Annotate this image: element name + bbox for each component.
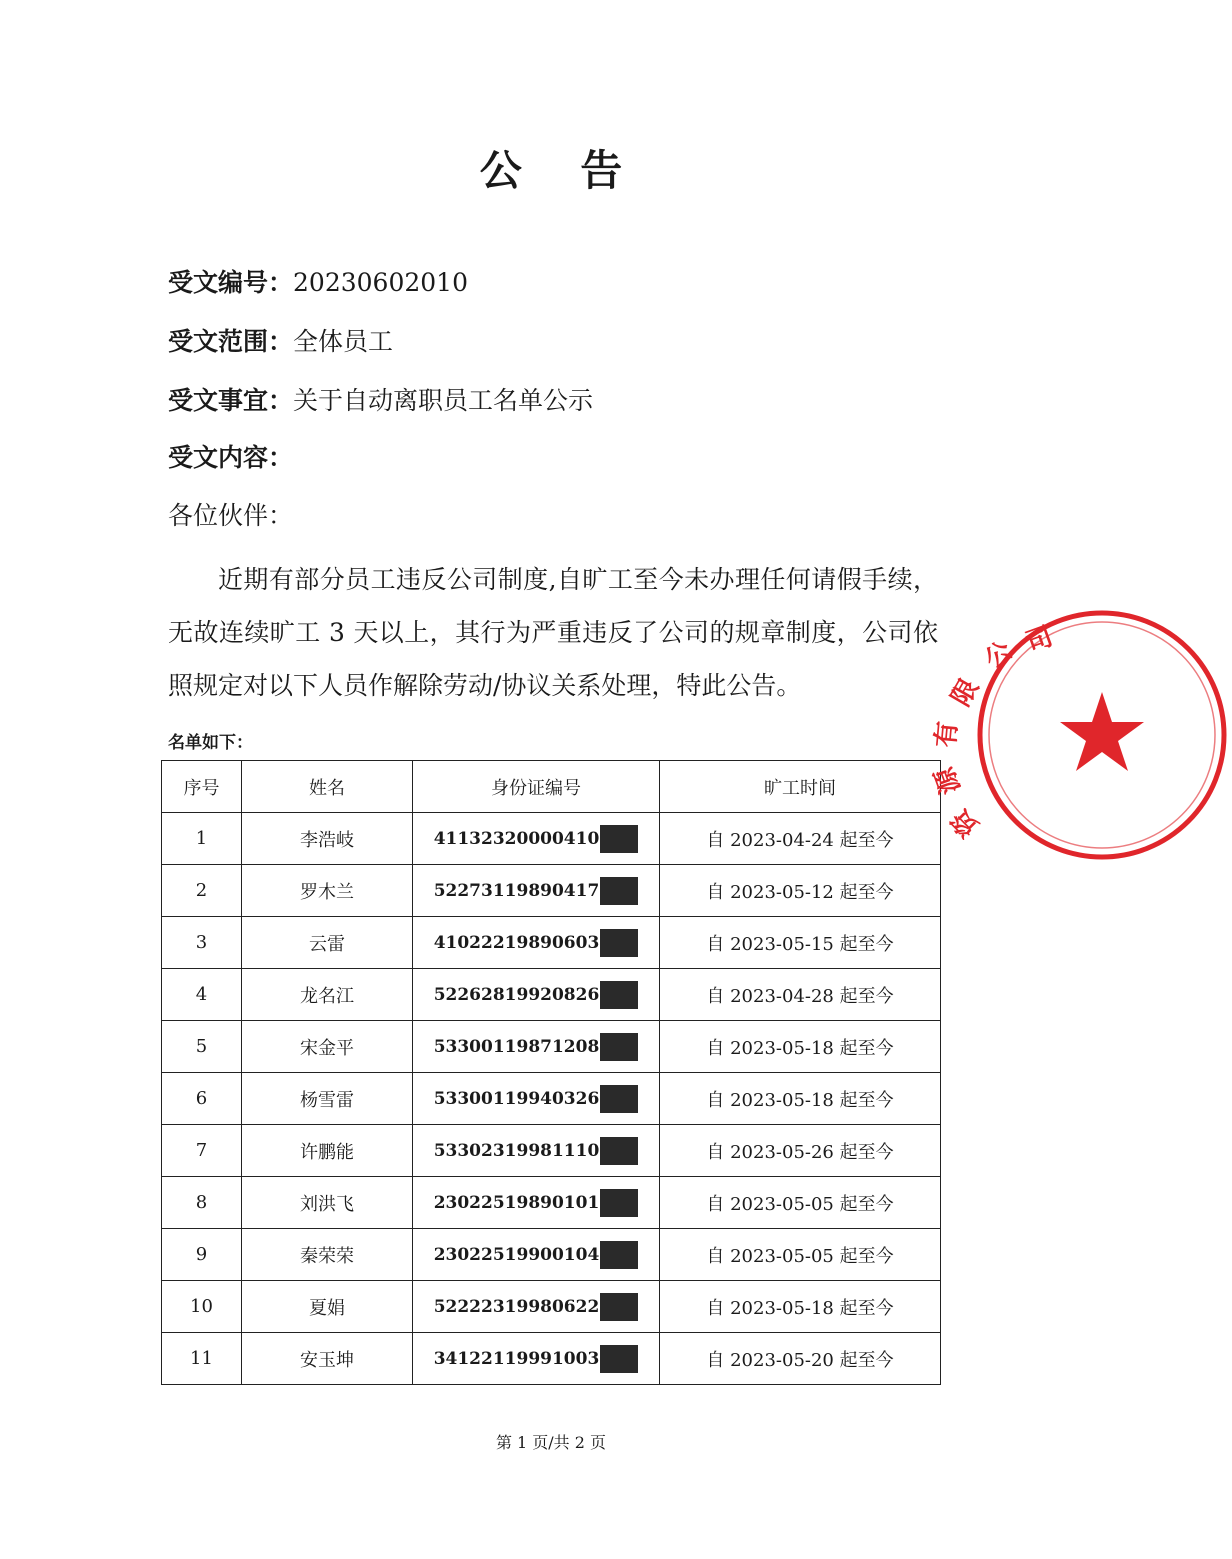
cell-id: [413, 1021, 660, 1073]
field-label: 受文内容：: [168, 443, 294, 472]
cell-no: 8: [162, 1177, 242, 1229]
table-row: [162, 813, 941, 865]
company-seal: [929, 621, 1102, 843]
svg-text:公: 公: [979, 635, 1019, 676]
id-visible-digits: 52222319980622: [433, 1296, 600, 1317]
svg-text:源: 源: [929, 763, 967, 798]
field-label: 受文事宜：: [168, 386, 294, 415]
cell-time: 自 2023-05-18 起至今: [660, 1073, 941, 1125]
id-visible-digits: 53300119940326: [433, 1088, 600, 1109]
cell-name: 云雷: [242, 917, 413, 969]
cell-time: 自 2023-05-05 起至今: [660, 1177, 941, 1229]
id-visible-digits: 53302319981110: [433, 1140, 600, 1161]
page-title: 公 告: [479, 146, 645, 195]
cell-id: [413, 1125, 660, 1177]
id-visible-digits: 41132320000410: [433, 828, 600, 849]
table-row: [162, 1021, 941, 1073]
table-header-row: [162, 761, 941, 813]
cell-time: 自 2023-05-18 起至今: [660, 1281, 941, 1333]
cell-no: 11: [162, 1333, 242, 1385]
redaction-block: [600, 877, 638, 905]
field-label: 受文编号：: [168, 268, 294, 297]
cell-name: 许鹏能: [242, 1125, 413, 1177]
table-row: [162, 1125, 941, 1177]
cell-id: [413, 1177, 660, 1229]
header-no: 序号: [162, 761, 242, 813]
header-name: 姓名: [242, 761, 413, 813]
cell-time: 自 2023-05-12 起至今: [660, 865, 941, 917]
cell-id: [413, 1281, 660, 1333]
redaction-block: [600, 1293, 638, 1321]
redaction-block: [600, 1189, 638, 1217]
field-content: [168, 440, 293, 476]
id-visible-digits: 52273119890417: [433, 880, 600, 901]
table-row: [162, 1333, 941, 1385]
cell-no: 4: [162, 969, 242, 1021]
cell-time: 自 2023-04-24 起至今: [660, 813, 941, 865]
cell-id: [413, 1229, 660, 1281]
header-id: 身份证编号: [413, 761, 660, 813]
redaction-block: [600, 1085, 638, 1113]
cell-name: 宋金平: [242, 1021, 413, 1073]
table-row: [162, 969, 941, 1021]
cell-name: 罗木兰: [242, 865, 413, 917]
cell-no: 3: [162, 917, 242, 969]
svg-text:资: 资: [945, 802, 985, 843]
cell-time: 自 2023-05-26 起至今: [660, 1125, 941, 1177]
field-value: 关于自动离职员工名单公示: [293, 386, 594, 415]
redaction-block: [600, 929, 638, 957]
redaction-block: [600, 1241, 638, 1269]
body-paragraph: 近期有部分员工违反公司制度,自旷工至今未办理任何请假手续，无故连续旷工 3 天以上，其行为严重违反了公司的规章制度，公司依照规定对以下人员作解除劳动/协议关系处理，特此公告。: [168, 565, 938, 700]
cell-time: 自 2023-05-18 起至今: [660, 1021, 941, 1073]
page-footer: 第 1 页/共 2 页: [495, 1433, 607, 1452]
id-visible-digits: 53300119871208: [433, 1036, 600, 1057]
cell-name: 刘洪飞: [242, 1177, 413, 1229]
id-visible-digits: 23022519890101: [433, 1192, 600, 1213]
cell-name: 龙名江: [242, 969, 413, 1021]
cell-time: 自 2023-05-15 起至今: [660, 917, 941, 969]
redaction-block: [600, 981, 638, 1009]
field-scope: [168, 324, 393, 360]
cell-name: 秦荣荣: [242, 1229, 413, 1281]
cell-name: 杨雪雷: [242, 1073, 413, 1125]
id-visible-digits: 23022519900104: [433, 1244, 600, 1265]
cell-no: 1: [162, 813, 242, 865]
cell-no: 10: [162, 1281, 242, 1333]
cell-no: 6: [162, 1073, 242, 1125]
cell-no: 5: [162, 1021, 242, 1073]
redaction-block: [600, 1033, 638, 1061]
salutation: 各位伙伴：: [168, 501, 294, 530]
redaction-block: [600, 825, 638, 853]
cell-id: [413, 969, 660, 1021]
id-visible-digits: 52262819920826: [433, 984, 600, 1005]
cell-id: [413, 813, 660, 865]
svg-text:司: 司: [1022, 621, 1057, 659]
id-visible-digits: 41022219890603: [433, 932, 600, 953]
field-label: 受文范围：: [168, 327, 294, 356]
list-label: 名单如下：: [168, 733, 253, 753]
table-row: [162, 865, 941, 917]
cell-no: 2: [162, 865, 242, 917]
svg-text:限: 限: [946, 673, 986, 712]
table-row: [162, 1281, 941, 1333]
cell-time: 自 2023-05-20 起至今: [660, 1333, 941, 1385]
field-subject: [168, 383, 593, 419]
cell-id: [413, 865, 660, 917]
seal-stamp-icon: [929, 621, 1232, 843]
cell-name: 夏娟: [242, 1281, 413, 1333]
cell-id: [413, 1333, 660, 1385]
cell-time: 自 2023-04-28 起至今: [660, 969, 941, 1021]
redaction-block: [600, 1345, 638, 1373]
cell-name: 安玉坤: [242, 1333, 413, 1385]
table-row: [162, 1177, 941, 1229]
svg-text:有: 有: [931, 720, 964, 749]
field-value: 20230602010: [293, 268, 468, 297]
cell-time: 自 2023-05-05 起至今: [660, 1229, 941, 1281]
cell-id: [413, 917, 660, 969]
table-row: [162, 917, 941, 969]
table-row: [162, 1229, 941, 1281]
redaction-block: [600, 1137, 638, 1165]
header-time: 旷工时间: [660, 761, 941, 813]
cell-id: [413, 1073, 660, 1125]
field-value: 全体员工: [293, 327, 394, 356]
field-doc-number: [168, 265, 468, 301]
table-row: [162, 1073, 941, 1125]
cell-name: 李浩岐: [242, 813, 413, 865]
employee-table: [161, 760, 941, 1385]
cell-no: 7: [162, 1125, 242, 1177]
cell-no: 9: [162, 1229, 242, 1281]
id-visible-digits: 34122119991003: [433, 1348, 600, 1369]
